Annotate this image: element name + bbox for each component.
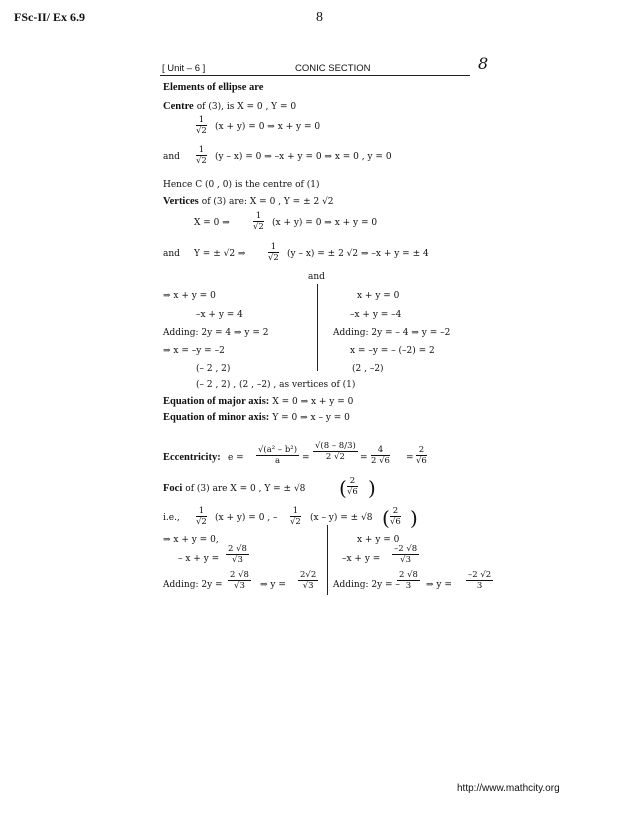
eccentricity-heading: Eccentricity: (163, 452, 221, 463)
minor-axis-line (163, 412, 350, 423)
bottom-right-row-2: –x + y = (342, 554, 381, 564)
ie-expression-2: (x – y) = ± √8 (310, 513, 373, 523)
foci-fraction: $\frac{2}{√6}$ (347, 476, 358, 497)
foci-text: of (3) are X = 0 , Y = ± √8 (185, 484, 306, 494)
close-paren: ) (410, 506, 418, 530)
left-col-row-4: ⇒ x = –y = –2 (163, 346, 225, 356)
bottom-right-fraction-b: $\frac{2 √8}{3}$ (399, 570, 418, 591)
unit-label: [ Unit – 6 ] (162, 63, 206, 74)
bottom-left-fraction-a: $\frac{2 √8}{√3}$ (228, 544, 247, 565)
bottom-left-arrow: ⇒ y = (260, 580, 286, 590)
left-col-row-1: ⇒ x + y = 0 (163, 291, 216, 301)
minor-axis-text: Y = 0 ⇒ x – y = 0 (272, 413, 350, 423)
and-label: and (163, 152, 180, 162)
bottom-left-row-3: Adding: 2y = (163, 580, 223, 590)
centre-line (163, 101, 296, 112)
ie-fraction: $\frac{2}{√6}$ (390, 506, 401, 527)
centre-equation-1: (x + y) = 0 ⇒ x + y = 0 (215, 122, 321, 132)
bottom-right-arrow: ⇒ y = (426, 580, 452, 590)
foci-heading: Foci (163, 483, 183, 494)
equals: = (406, 453, 414, 463)
major-axis-text: X = 0 ⇒ x + y = 0 (272, 397, 354, 407)
equals: = (360, 453, 368, 463)
vertices-line (163, 196, 334, 207)
right-col-row-2: –x + y = –4 (350, 310, 402, 320)
and-label: and (163, 249, 180, 259)
fraction-one-root2: $\frac{1}{√2}$ (196, 115, 207, 136)
major-axis-line (163, 396, 353, 407)
open-paren: ( (339, 476, 347, 500)
unit-title: CONIC SECTION (295, 63, 371, 74)
ecc-fraction-4: $\frac{2}{√6}$ (416, 445, 427, 466)
ecc-fraction-1: $\frac{\text{√(a² – b²)}}{a}$ (258, 445, 298, 466)
bottom-right-row-1: x + y = 0 (357, 535, 400, 545)
fraction-one-root2: $\frac{1}{√2}$ (253, 211, 264, 232)
minor-axis-heading: Equation of minor axis: (163, 412, 270, 423)
centre-equation-2: (y – x) = 0 ⇒ –x + y = 0 ⇒ x = 0 , y = 0 (215, 152, 392, 162)
eccentricity-e: e = (228, 453, 244, 463)
major-axis-heading: Equation of major axis: (163, 396, 270, 407)
vertex-eq-1-right: (x + y) = 0 ⇒ x + y = 0 (272, 218, 378, 228)
left-col-row-5: (– 2 , 2) (196, 364, 231, 374)
bottom-left-fraction-b: $\frac{2 √8}{√3}$ (230, 570, 249, 591)
right-col-row-5: (2 , –2) (352, 364, 384, 374)
equals: = (302, 453, 310, 463)
fraction-one-root2: $\frac{1}{√2}$ (290, 506, 301, 527)
ie-label: i.e., (163, 513, 180, 523)
footer-url: http://www.mathcity.org (457, 783, 560, 794)
hence-line: Hence C (0 , 0) is the centre of (1) (163, 180, 320, 190)
and-center-label: and (308, 272, 325, 282)
vertex-eq-2-left: Y = ± √2 ⇒ (194, 249, 246, 259)
ecc-fraction-2: $\frac{√(8 - 8/3)}{2 √2}$ (315, 441, 356, 462)
left-col-row-2: –x + y = 4 (196, 310, 243, 320)
fraction-one-root2: $\frac{1}{√2}$ (196, 145, 207, 166)
right-col-row-1: x + y = 0 (357, 291, 400, 301)
header-rule (160, 75, 470, 76)
fraction-one-root2: $\frac{1}{√2}$ (196, 506, 207, 527)
page-header-left: FSc-II/ Ex 6.9 (14, 10, 86, 24)
fraction-one-root2: $\frac{1}{√2}$ (268, 242, 279, 263)
bottom-right-fraction-a: $\frac{-2 √8}{√3}$ (394, 544, 418, 565)
vertices-heading: Vertices (163, 196, 199, 207)
bottom-right-row-3: Adding: 2y = – (333, 580, 400, 590)
bottom-left-row-2: – x + y = (178, 554, 220, 564)
open-paren: ( (382, 506, 390, 530)
page-number: 8 (316, 10, 323, 25)
bottom-left-row-1: ⇒ x + y = 0, (163, 535, 219, 545)
foci-line (163, 483, 305, 494)
right-col-row-3: Adding: 2y = – 4 ⇒ y = –2 (333, 328, 451, 338)
ecc-fraction-3: $\frac{4}{2 √6}$ (371, 445, 390, 466)
vertex-eq-2-right: (y – x) = ± 2 √2 ⇒ –x + y = ± 4 (287, 249, 429, 259)
column-divider (317, 284, 318, 371)
elements-heading: Elements of ellipse are (163, 82, 264, 93)
vertex-eq-1-left: X = 0 ⇒ (194, 218, 230, 228)
vertices-text: of (3) are: X = 0 , Y = ± 2 √2 (201, 197, 334, 207)
left-col-row-3: Adding: 2y = 4 ⇒ y = 2 (163, 328, 269, 338)
bottom-right-fraction-c: $\frac{-2 √2}{3}$ (468, 570, 492, 591)
ie-expression-1: (x + y) = 0 , – (215, 513, 278, 523)
right-col-row-4: x = –y = – (–2) = 2 (350, 346, 435, 356)
centre-heading: Centre (163, 101, 194, 112)
centre-text: of (3), is X = 0 , Y = 0 (196, 102, 297, 112)
column-divider (327, 525, 328, 595)
vertices-conclusion: (– 2 , 2) , (2 , –2) , as vertices of (1) (196, 380, 356, 390)
close-paren: ) (368, 476, 376, 500)
handwritten-page-mark: 8 (478, 54, 489, 73)
bottom-left-fraction-c: $\frac{2√2}{√3}$ (300, 570, 317, 591)
